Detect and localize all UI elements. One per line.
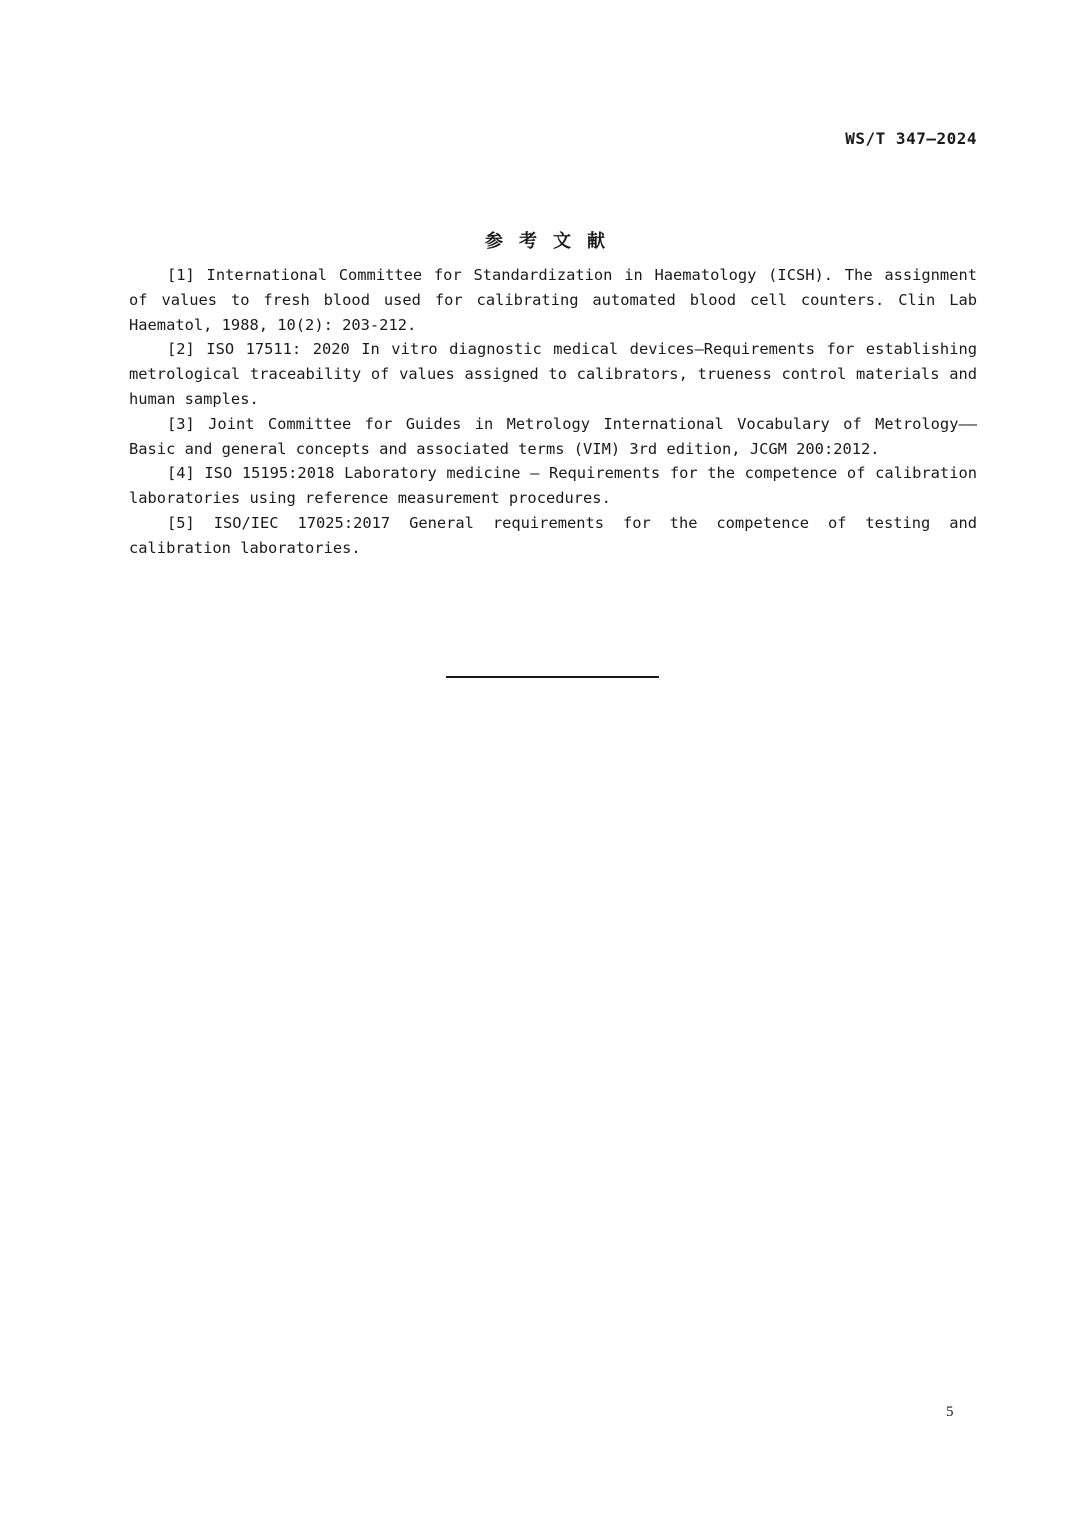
page-number: 5 [946,1404,954,1420]
section-title-references: 参考文献 [485,231,621,252]
reference-item-1: [1] International Committee for Standardization in Haematology (ICSH). The assignment of values to fresh blood used for calibrating automated blood cell counters. Clin Lab Haematol, 1988, 10(2): 203-212. [129,266,977,334]
reference-item-2: [2] ISO 17511: 2020 In vitro diagnostic medical devices—Requirements for establishing metrological traceability of values assigned to calibrators, trueness control materials and human samples. [129,340,977,408]
reference-item-5: [5] ISO/IEC 17025:2017 General requirements for the competence of testing and calibration laboratories. [129,513,977,557]
reference-item-4: [4] ISO 15195:2018 Laboratory medicine — Requirements for the competence of calibration laboratories using reference measurement procedures. [129,464,977,508]
reference-item-3: [3] Joint Committee for Guides in Metrology International Vocabulary of Metrology——Basic and general concepts and associated terms (VIM) 3rd edition, JCGM 200:2012. [129,414,977,458]
reference-list [129,263,977,561]
end-of-document-rule [446,676,659,678]
standard-code-header: WS/T 347—2024 [845,129,977,148]
